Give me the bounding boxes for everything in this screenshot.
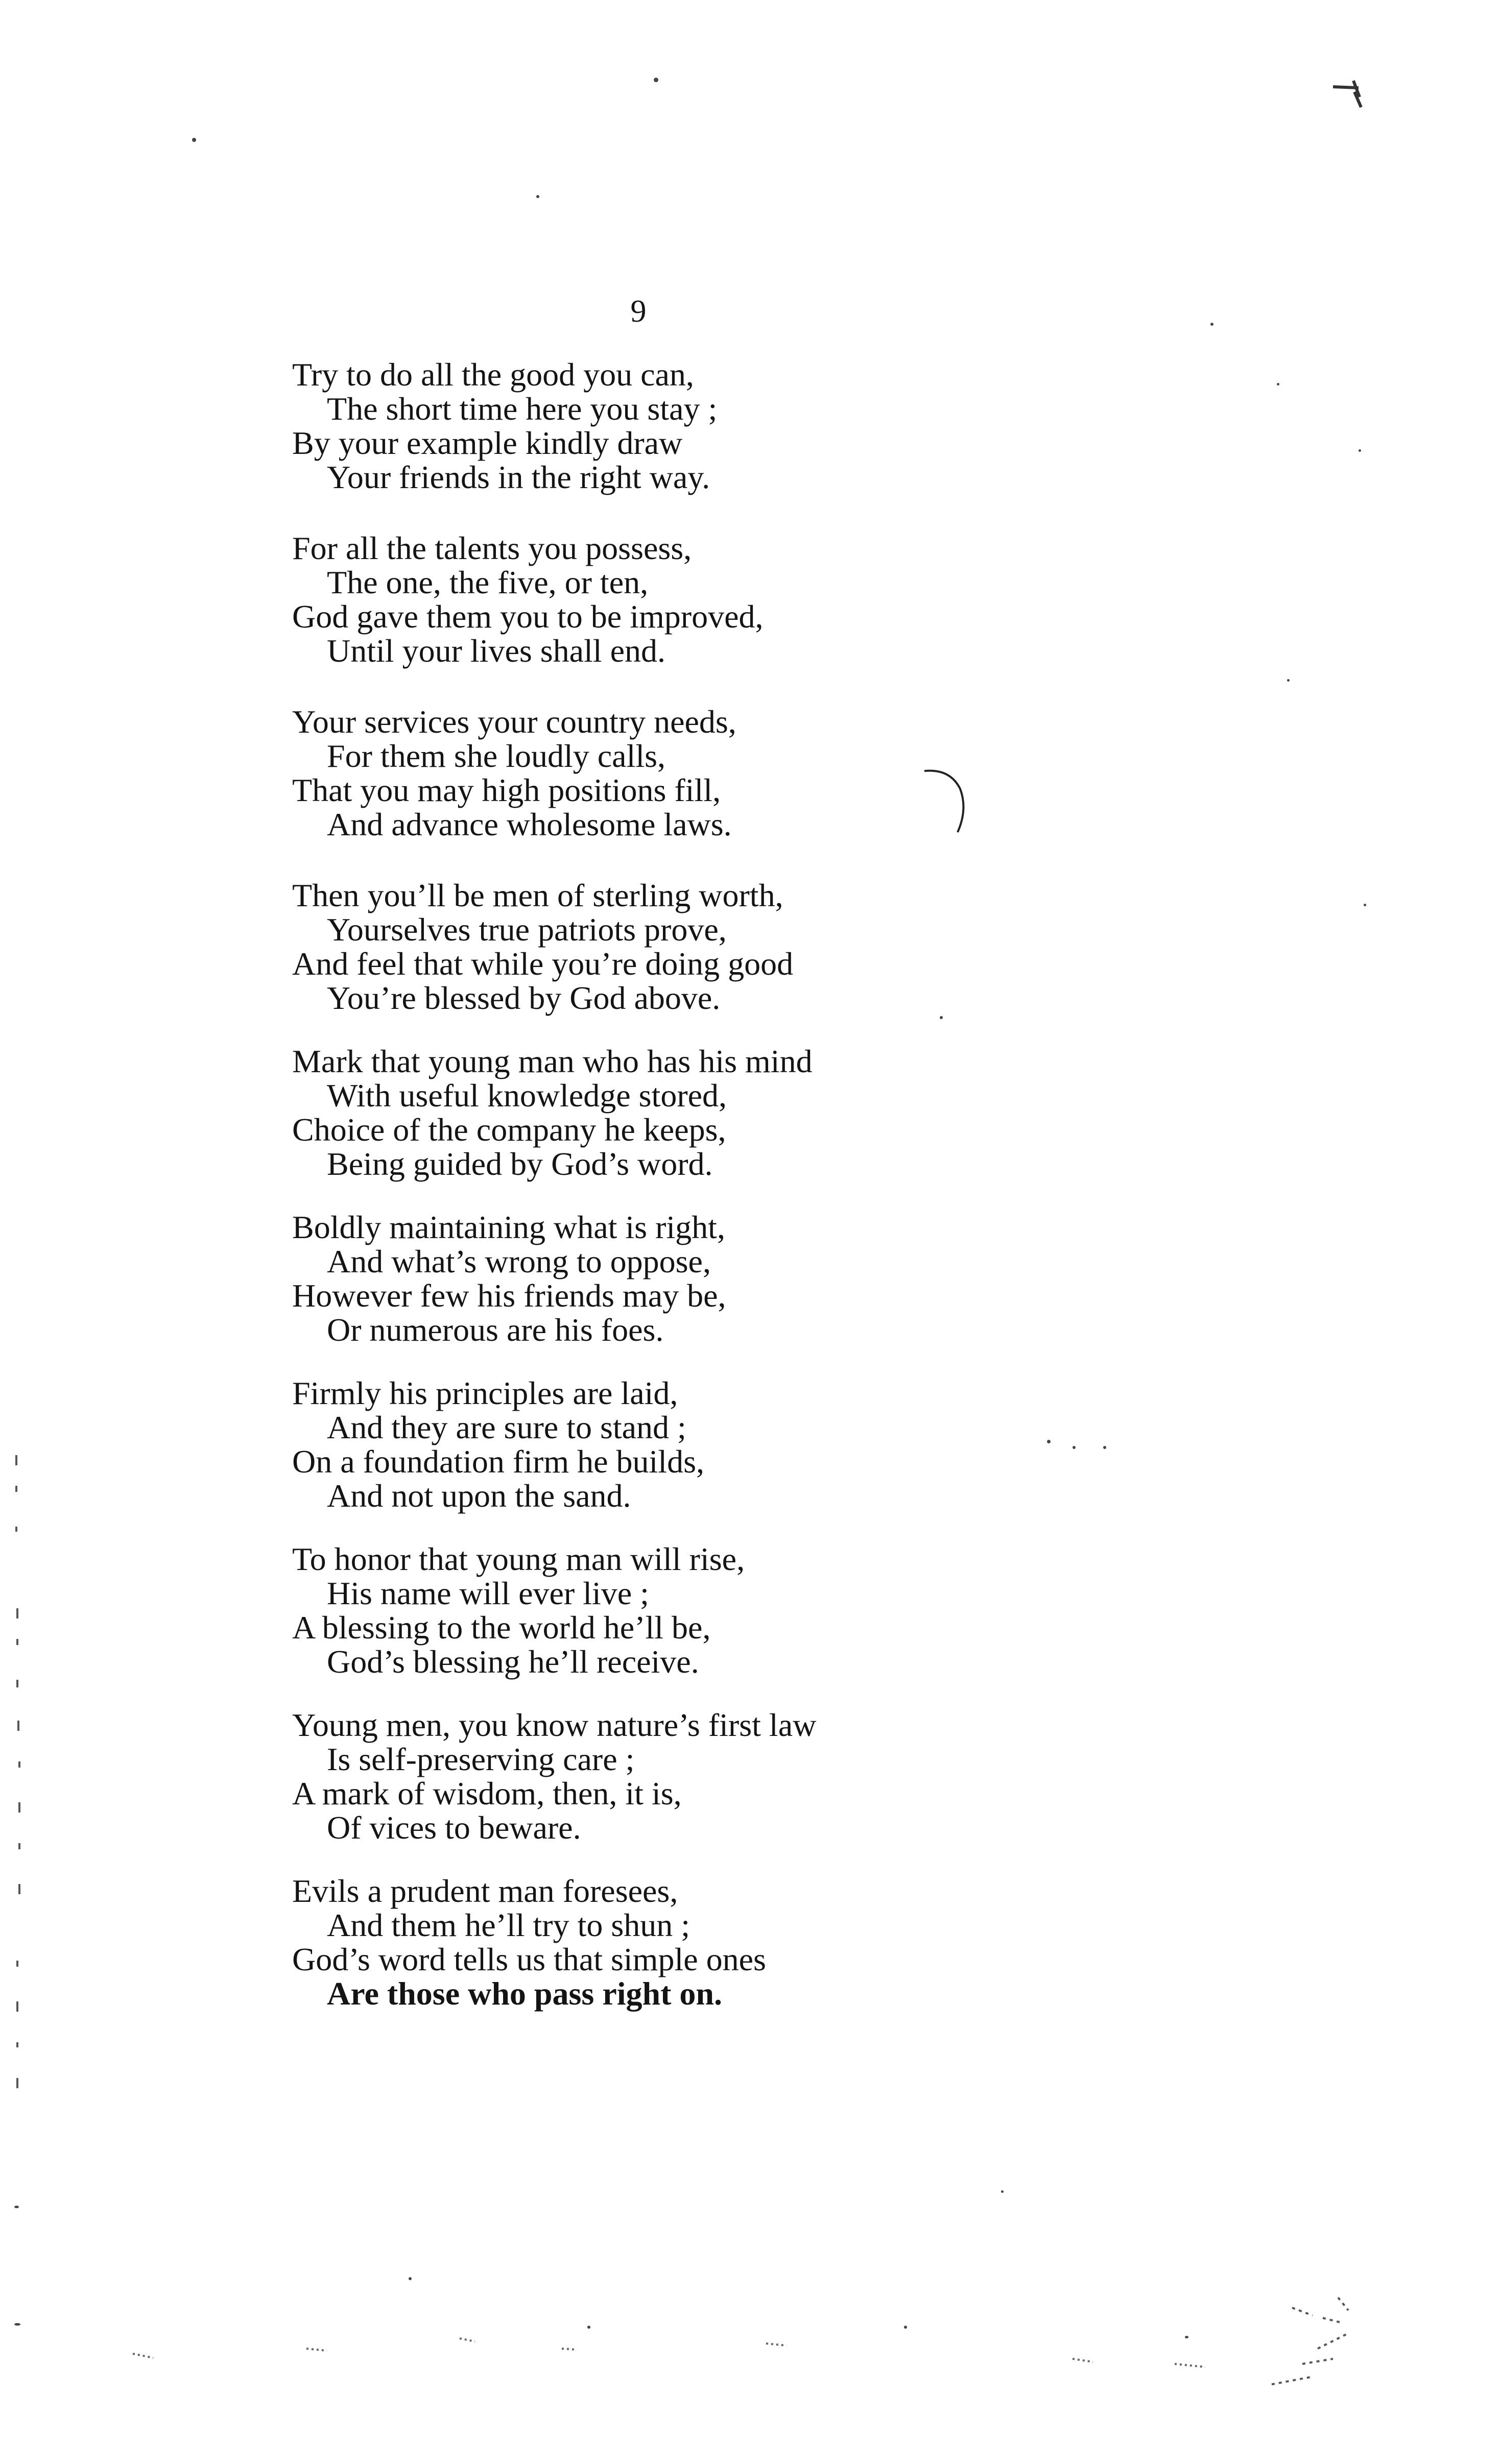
poem-line: Are those who pass right on. xyxy=(327,1975,722,2012)
scan-speck xyxy=(1001,2190,1004,2193)
scan-speck xyxy=(14,2323,20,2326)
scan-speck xyxy=(654,78,658,82)
poem-line: Your friends in the right way. xyxy=(327,459,710,495)
poem-line: By your example kindly draw xyxy=(292,425,683,461)
scan-speck xyxy=(1287,679,1290,682)
stanza-1 xyxy=(292,357,1007,494)
poem-line: Young men, you know nature’s first law xyxy=(292,1707,817,1743)
stanza-7 xyxy=(292,1376,1007,1513)
stanza-4 xyxy=(292,878,1007,1015)
scan-speck xyxy=(940,1016,943,1019)
poem-line: Firmly his principles are laid, xyxy=(292,1375,678,1411)
poem-line: Until your lives shall end. xyxy=(327,633,666,669)
bottom-edge-marks xyxy=(0,2333,1500,2395)
poem-line: Yourselves true patriots prove, xyxy=(327,911,727,948)
scan-speck xyxy=(904,2326,907,2329)
poem-line: On a foundation firm he builds, xyxy=(292,1443,704,1480)
scan-speck xyxy=(536,195,539,198)
poem-line: Is self-preserving care ; xyxy=(327,1741,635,1777)
poem-line: The one, the five, or ten, xyxy=(327,564,649,600)
poem-line: Your services your country needs, xyxy=(292,704,736,740)
poem-line: And what’s wrong to oppose, xyxy=(327,1243,711,1279)
page-number: 9 xyxy=(630,294,647,329)
poem-line: Boldly maintaining what is right, xyxy=(292,1209,725,1245)
poem-line: A blessing to the world he’ll be, xyxy=(292,1609,711,1646)
poem-line: You’re blessed by God above. xyxy=(327,980,721,1016)
poem-line: Being guided by God’s word. xyxy=(327,1146,713,1182)
poem-line: A mark of wisdom, then, it is, xyxy=(292,1775,682,1811)
poem-line: And advance wholesome laws. xyxy=(327,806,732,842)
poem-line: His name will ever live ; xyxy=(327,1575,649,1611)
poem-line: Evils a prudent man foresees, xyxy=(292,1873,678,1909)
poem-line: And not upon the sand. xyxy=(327,1478,631,1514)
poem-line: To honor that young man will rise, xyxy=(292,1541,745,1577)
stanza-9 xyxy=(292,1708,1007,1845)
scan-speck xyxy=(192,138,196,142)
poem-line: And feel that while you’re doing good xyxy=(292,946,794,982)
stanza-5 xyxy=(292,1044,1007,1181)
poem-line: With useful knowledge stored, xyxy=(327,1077,727,1114)
scan-speck xyxy=(1277,383,1279,385)
poem-line: And them he’ll try to shun ; xyxy=(327,1907,691,1943)
poem-line: For all the talents you possess, xyxy=(292,530,692,566)
poem-line: That you may high positions fill, xyxy=(292,772,721,808)
poem-line: The short time here you stay ; xyxy=(327,391,718,427)
scan-speck xyxy=(409,2277,412,2280)
poem-line: God’s blessing he’ll receive. xyxy=(327,1644,699,1680)
stanza-3 xyxy=(292,705,1007,841)
stanza-2 xyxy=(292,531,1007,668)
poem-line: God’s word tells us that simple ones xyxy=(292,1941,766,1977)
stanza-8 xyxy=(292,1542,1007,1679)
poem-line: Then you’ll be men of sterling worth, xyxy=(292,877,783,913)
scan-speck xyxy=(1364,904,1366,906)
poem-line: And they are sure to stand ; xyxy=(327,1409,686,1445)
poem-line: Of vices to beware. xyxy=(327,1809,581,1846)
poem-line: For them she loudly calls, xyxy=(327,738,666,774)
scan-speck xyxy=(14,2206,19,2208)
scan-speck xyxy=(1103,1446,1106,1449)
corner-smudge-top xyxy=(1323,77,1384,138)
scan-speck xyxy=(1359,449,1361,452)
corner-smudge-bottom xyxy=(1241,2287,1374,2400)
scan-speck xyxy=(1210,323,1213,326)
poem-line: God gave them you to be improved, xyxy=(292,598,764,635)
scan-speck xyxy=(1185,2336,1188,2338)
left-margin-dots xyxy=(10,1455,26,2098)
poem-line: Or numerous are his foes. xyxy=(327,1312,664,1348)
poem-line: Try to do all the good you can, xyxy=(292,356,694,393)
poem-line: Mark that young man who has his mind xyxy=(292,1043,813,1079)
scan-speck xyxy=(1047,1440,1051,1443)
poem-line: Choice of the company he keeps, xyxy=(292,1112,726,1148)
stanza-10 xyxy=(292,1874,1007,2011)
scan-speck xyxy=(587,2326,590,2329)
poem-line: However few his friends may be, xyxy=(292,1277,726,1314)
stanza-6 xyxy=(292,1210,1007,1347)
scan-speck xyxy=(1073,1446,1076,1449)
